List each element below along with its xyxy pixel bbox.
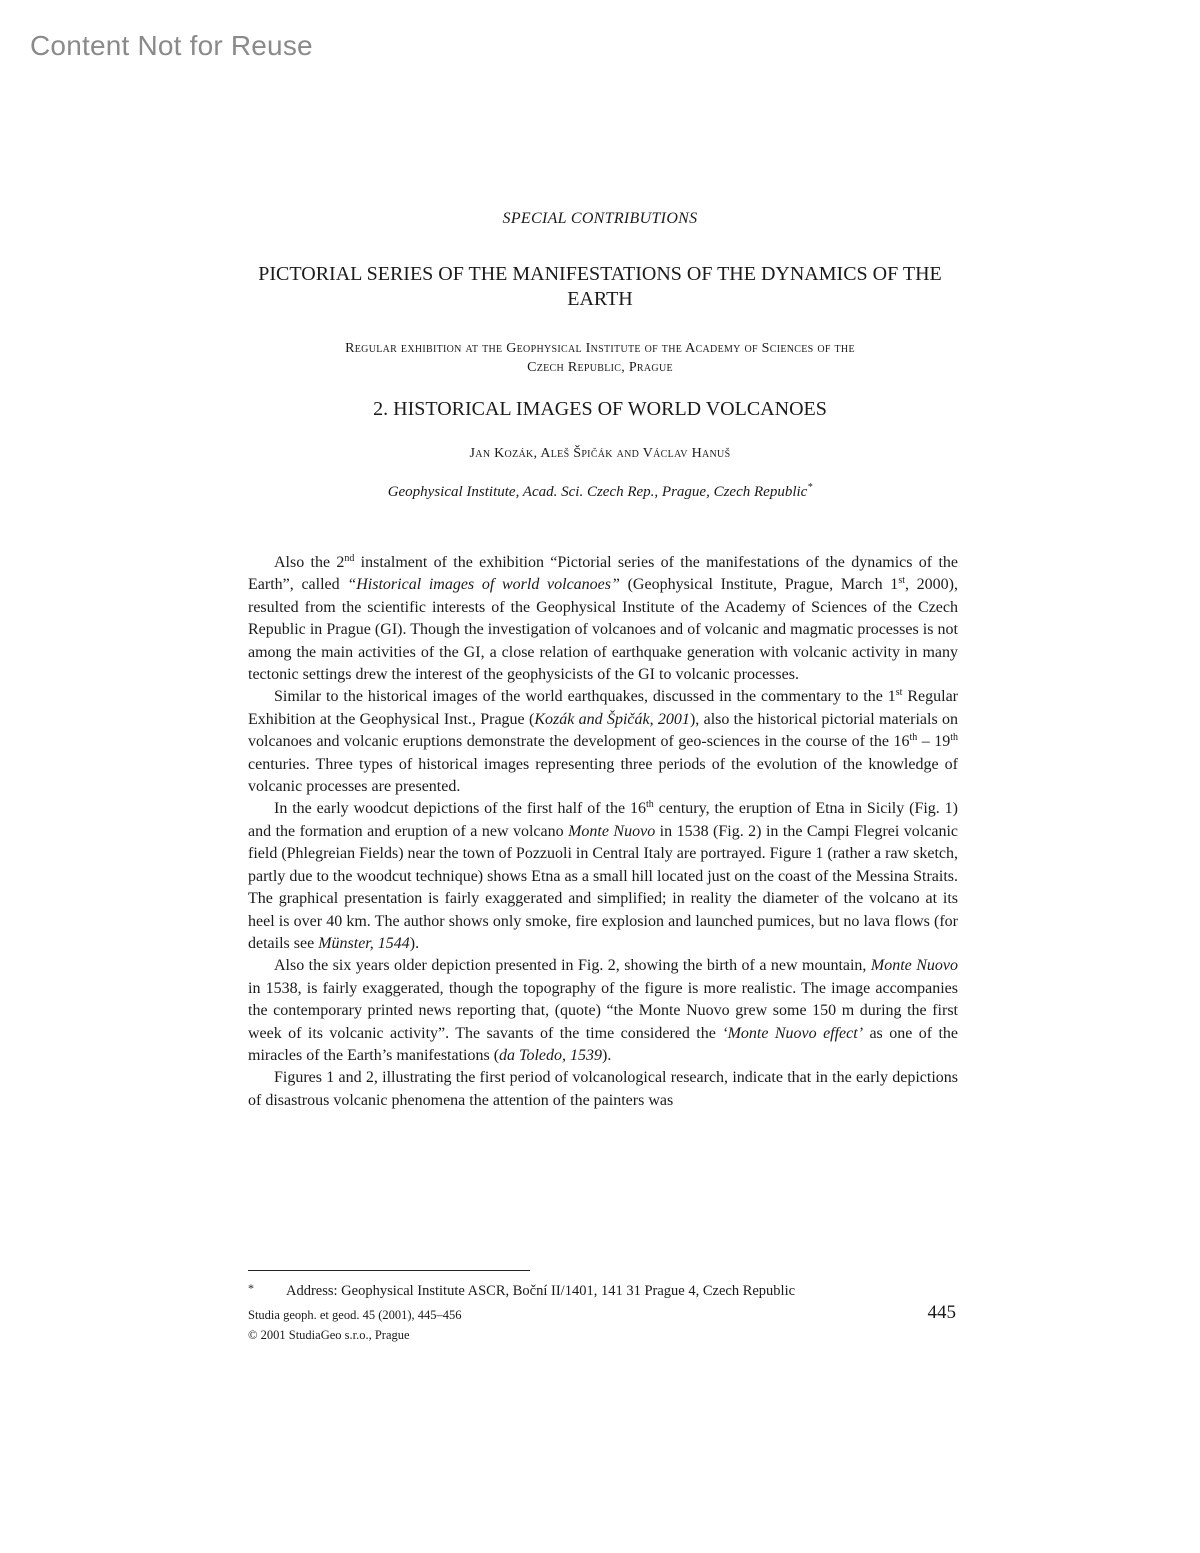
subtitle-line-1: Regular exhibition at the Geophysical Institute of the Academy of Sciences of the [345, 341, 855, 356]
part-title: 2. HISTORICAL IMAGES OF WORLD VOLCANOES [373, 398, 827, 420]
p1-sup-2: st [898, 575, 905, 587]
subtitle-line-2: Czech Republic, Prague [527, 360, 673, 375]
p2-text-d: – 19 [917, 733, 951, 751]
p4-text-b: in 1538, is fairly exaggerated, though the topography of the figure is more realistic. The image accompanies the contemporary printed news reporting that, (quote) “the Monte Nuovo grew some 150 m during the first week of its volcanic activity”. The savants of the time considered the [248, 979, 958, 1042]
p1-text-a: Also the 2 [274, 554, 345, 571]
authors: Jan Kozák, Aleš Špičák and Václav Hanuš [469, 446, 731, 461]
paragraph-4 [248, 955, 958, 1067]
paragraph-1 [248, 552, 958, 686]
p4-citation: da Toledo, 1539 [499, 1046, 603, 1064]
paragraph-2 [248, 686, 958, 798]
p2-text-e: centuries. Three types of historical images representing three periods of the evolution of the knowledge of volcanic processes are presented. [248, 755, 958, 796]
p2-sup-3: th [950, 732, 959, 744]
p3-text-d: ). [409, 934, 420, 952]
footnote-divider [248, 1270, 530, 1271]
p4-text-d: ). [602, 1046, 612, 1064]
exhibition-subtitle [260, 339, 940, 377]
p1-emphasis: “Historical images of world volcanoes” [347, 576, 620, 594]
journal-reference: Studia geoph. et geod. 45 (2001), 445–456 [248, 1308, 462, 1322]
p2-text-b: Regular Exhibition at the Geophysical Inst., Prague ( [248, 688, 958, 728]
affiliation [0, 484, 1200, 501]
p1-sup-1: nd [344, 553, 355, 564]
p2-text-c: ), also the historical pictorial materials on volcanoes and volcanic eruptions demonstrate the development of geo-sciences in the course of the 16 [248, 710, 959, 751]
paragraph-3 [248, 798, 958, 955]
p1-text-c: (Geophysical Institute, Prague, March 1 [619, 576, 899, 594]
p5-text-a: Figures 1 and 2, illustrating the first period of volcanological research, indicate that in the early depictions of disastrous volcanic phenomena the attention of the painters was [248, 1069, 958, 1109]
p1-text-d: , 2000), resulted from the scientific interests of the Geophysical Institute of the Academy of Sciences of the Czech Republic in Prague (GI). Though the investigation of volcanoes and of volcanic and magmatic processes is not among the main activities of the GI, a close relation of earthquake generation with volcanic activity in many tectonic settings drew the interest of the geophysicists of the GI to volcanic processes. [248, 576, 959, 684]
p2-sup-2: th [909, 732, 918, 744]
p1-text-b: instalment of the exhibition “Pictorial series of the manifestations of the dynamics of the Earth”, called [248, 554, 958, 594]
p2-citation: Kozák and Špičák, 2001 [534, 710, 690, 728]
copyright: © 2001 StudiaGeo s.r.o., Prague [248, 1328, 410, 1342]
affiliation-text: Geophysical Institute, Acad. Sci. Czech Rep., Prague, Czech Republic [387, 484, 808, 500]
article-body [248, 552, 958, 1112]
footnote-text: Address: Geophysical Institute ASCR, Boční II/1401, 141 31 Prague 4, Czech Republic [286, 1283, 796, 1299]
footnote [248, 1281, 958, 1300]
footnote-mark: * [248, 1281, 254, 1295]
p3-text-b: century, the eruption of Etna in Sicily (Fig. 1) and the formation and eruption of a new volcano [248, 800, 959, 840]
p3-emphasis-1: Monte Nuovo [568, 822, 656, 840]
p4-text-a: Also the six years older depiction presented in Fig. 2, showing the birth of a new mountain, [274, 957, 871, 975]
p3-citation: Münster, 1544 [318, 934, 410, 952]
article-title: PICTORIAL SERIES OF THE MANIFESTATIONS OF THE DYNAMICS OF THE EARTH [258, 263, 942, 310]
p2-sup-1: st [895, 687, 903, 699]
affiliation-footnote-mark: * [807, 482, 813, 493]
p3-sup-1: th [645, 799, 654, 811]
section-label: SPECIAL CONTRIBUTIONS [502, 210, 698, 227]
p3-text-c: in 1538 (Fig. 2) in the Campi Flegrei volcanic field (Phlegreian Fields) near the town of Pozzuoli in Central Italy are portrayed. Figure 1 (rather a raw sketch, partly due to the woodcut technique) shows Etna as a small hill located just on the coast of the Messina Straits. The graphical presentation is fairly exaggerated and simplified; in reality the diameter of the volcano at its heel is over 40 km. The author shows only smoke, fire explosion and launched pumices, but no lava flows (for details see [248, 822, 958, 952]
page-number: 445 [927, 1302, 956, 1323]
p4-emphasis-2: ‘Monte Nuovo effect’ [722, 1024, 864, 1042]
p4-emphasis-1: Monte Nuovo [870, 957, 958, 975]
paragraph-5 [248, 1067, 958, 1112]
p4-text-c: as one of the miracles of the Earth’s manifestations ( [248, 1024, 958, 1064]
p2-text-a: Similar to the historical images of the world earthquakes, discussed in the commentary to the 1 [274, 688, 896, 706]
p3-text-a: In the early woodcut depictions of the first half of the 16 [274, 800, 646, 818]
watermark: Content Not for Reuse [30, 30, 313, 61]
